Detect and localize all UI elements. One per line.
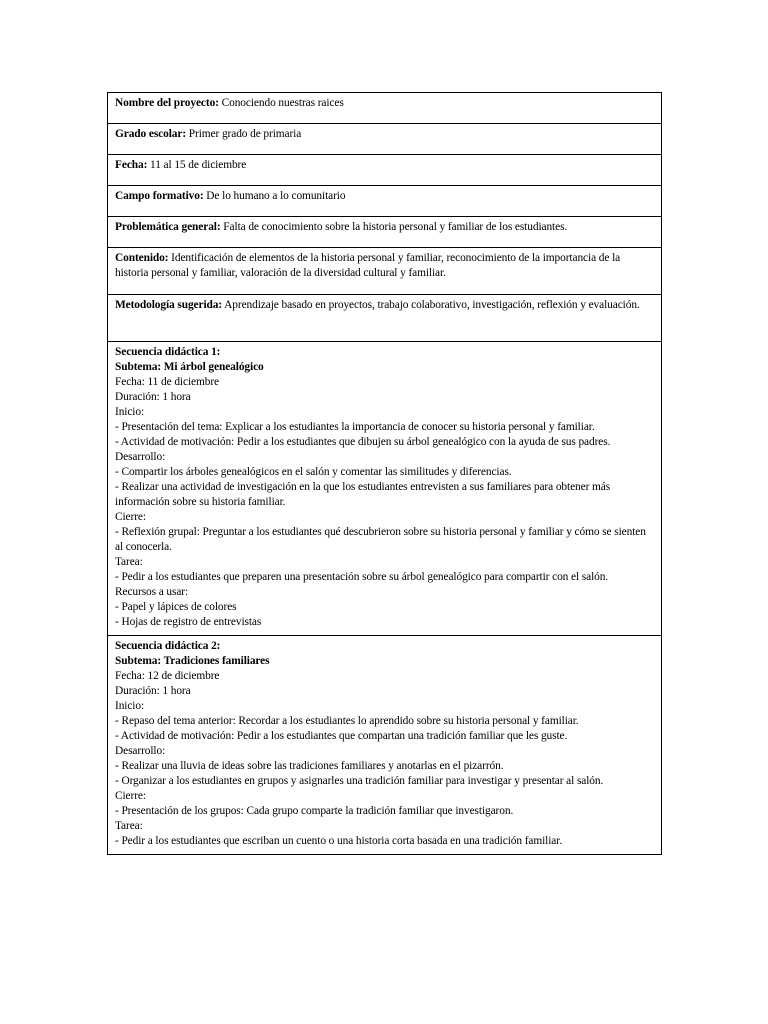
general-problem-cell [108, 217, 662, 248]
methodology-cell [108, 295, 662, 342]
seq2-line: Duración: 1 hora [115, 685, 191, 697]
seq2-line: Inicio: [115, 700, 145, 712]
grade-row [108, 124, 662, 155]
content-label: Contenido: [115, 252, 169, 264]
seq1-line: Recursos a usar: [115, 586, 189, 598]
seq1-line: - Presentación del tema: Explicar a los estudiantes la importancia de conocer su historia personal y familiar. [115, 421, 595, 433]
project-name-row [108, 93, 662, 124]
content-value: Identificación de elementos de la historia personal y familiar, reconocimiento de la importancia de la historia personal y familiar, valoración de la diversidad cultural y familiar. [115, 252, 621, 279]
date-row [108, 155, 662, 186]
methodology-row [108, 295, 662, 342]
seq2-line: Desarrollo: [115, 745, 166, 757]
seq2-line: Fecha: 12 de diciembre [115, 670, 220, 682]
methodology-value: Aprendizaje basado en proyectos, trabajo colaborativo, investigación, reflexión y evaluación. [222, 299, 640, 311]
seq2-line: Tarea: [115, 820, 143, 832]
seq1-line: - Actividad de motivación: Pedir a los estudiantes que dibujen su árbol genealógico con la ayuda de sus padres. [115, 436, 611, 448]
seq1-line: - Realizar una actividad de investigación en la que los estudiantes entrevisten a sus familiares para obtener más información sobre su historia familiar. [115, 481, 611, 508]
sequence-1-cell [108, 342, 662, 636]
content-row [108, 248, 662, 295]
methodology-label: Metodología sugerida: [115, 299, 223, 311]
seq1-line: Desarrollo: [115, 451, 166, 463]
general-problem-label: Problemática general: [115, 221, 221, 233]
formative-field-cell [108, 186, 662, 217]
grade-value: Primer grado de primaria [186, 128, 302, 140]
seq1-line: - Pedir a los estudiantes que preparen una presentación sobre su árbol genealógico para compartir con el salón. [115, 571, 609, 583]
date-label: Fecha: [115, 159, 148, 171]
general-problem-row [108, 217, 662, 248]
sequence-2-title: Secuencia didáctica 2: [115, 640, 221, 652]
content-cell [108, 248, 662, 295]
date-value: 11 al 15 de diciembre [147, 159, 247, 171]
sequence-1-row [108, 342, 662, 636]
formative-field-row [108, 186, 662, 217]
grade-cell [108, 124, 662, 155]
seq1-line: - Papel y lápices de colores [115, 601, 237, 613]
seq1-line: Duración: 1 hora [115, 391, 191, 403]
seq2-line: - Actividad de motivación: Pedir a los estudiantes que compartan una tradición familiar que les guste. [115, 730, 568, 742]
seq1-line: - Hojas de registro de entrevistas [115, 616, 262, 628]
seq1-line: - Reflexión grupal: Preguntar a los estudiantes qué descubrieron sobre su historia personal y familiar y cómo se sienten al conocerla. [115, 526, 646, 553]
formative-field-value: De lo humano a lo comunitario [203, 190, 346, 202]
seq2-line: - Repaso del tema anterior: Recordar a los estudiantes lo aprendido sobre su historia personal y familiar. [115, 715, 579, 727]
seq1-line: Fecha: 11 de diciembre [115, 376, 219, 388]
seq2-line: - Organizar a los estudiantes en grupos y asignarles una tradición familiar para investigar y presentar al salón. [115, 775, 604, 787]
sequence-2-cell [108, 636, 662, 855]
general-problem-value: Falta de conocimiento sobre la historia personal y familiar de los estudiantes. [220, 221, 568, 233]
seq1-line: Cierre: [115, 511, 146, 523]
project-name-value: Conociendo nuestras raices [218, 97, 344, 109]
seq2-line: Cierre: [115, 790, 146, 802]
seq2-line: - Pedir a los estudiantes que escriban un cuento o una historia corta basada en una tradición familiar. [115, 835, 563, 847]
seq2-line: - Realizar una lluvia de ideas sobre las tradiciones familiares y anotarlas en el pizarrón. [115, 760, 504, 772]
lesson-plan-table [107, 92, 662, 855]
sequence-2-subtitle: Subtema: Tradiciones familiares [115, 655, 270, 667]
sequence-1-title: Secuencia didáctica 1: [115, 346, 221, 358]
sequence-1-subtitle: Subtema: Mi árbol genealógico [115, 361, 264, 373]
seq1-line: - Compartir los árboles genealógicos en el salón y comentar las similitudes y diferencias. [115, 466, 512, 478]
seq1-line: Tarea: [115, 556, 143, 568]
sequence-2-row [108, 636, 662, 855]
seq1-line: Inicio: [115, 406, 145, 418]
grade-label: Grado escolar: [115, 128, 187, 140]
date-cell [108, 155, 662, 186]
project-name-cell [108, 93, 662, 124]
seq2-line: - Presentación de los grupos: Cada grupo comparte la tradición familiar que investigaron. [115, 805, 514, 817]
project-name-label: Nombre del proyecto: [115, 97, 219, 109]
formative-field-label: Campo formativo: [115, 190, 204, 202]
